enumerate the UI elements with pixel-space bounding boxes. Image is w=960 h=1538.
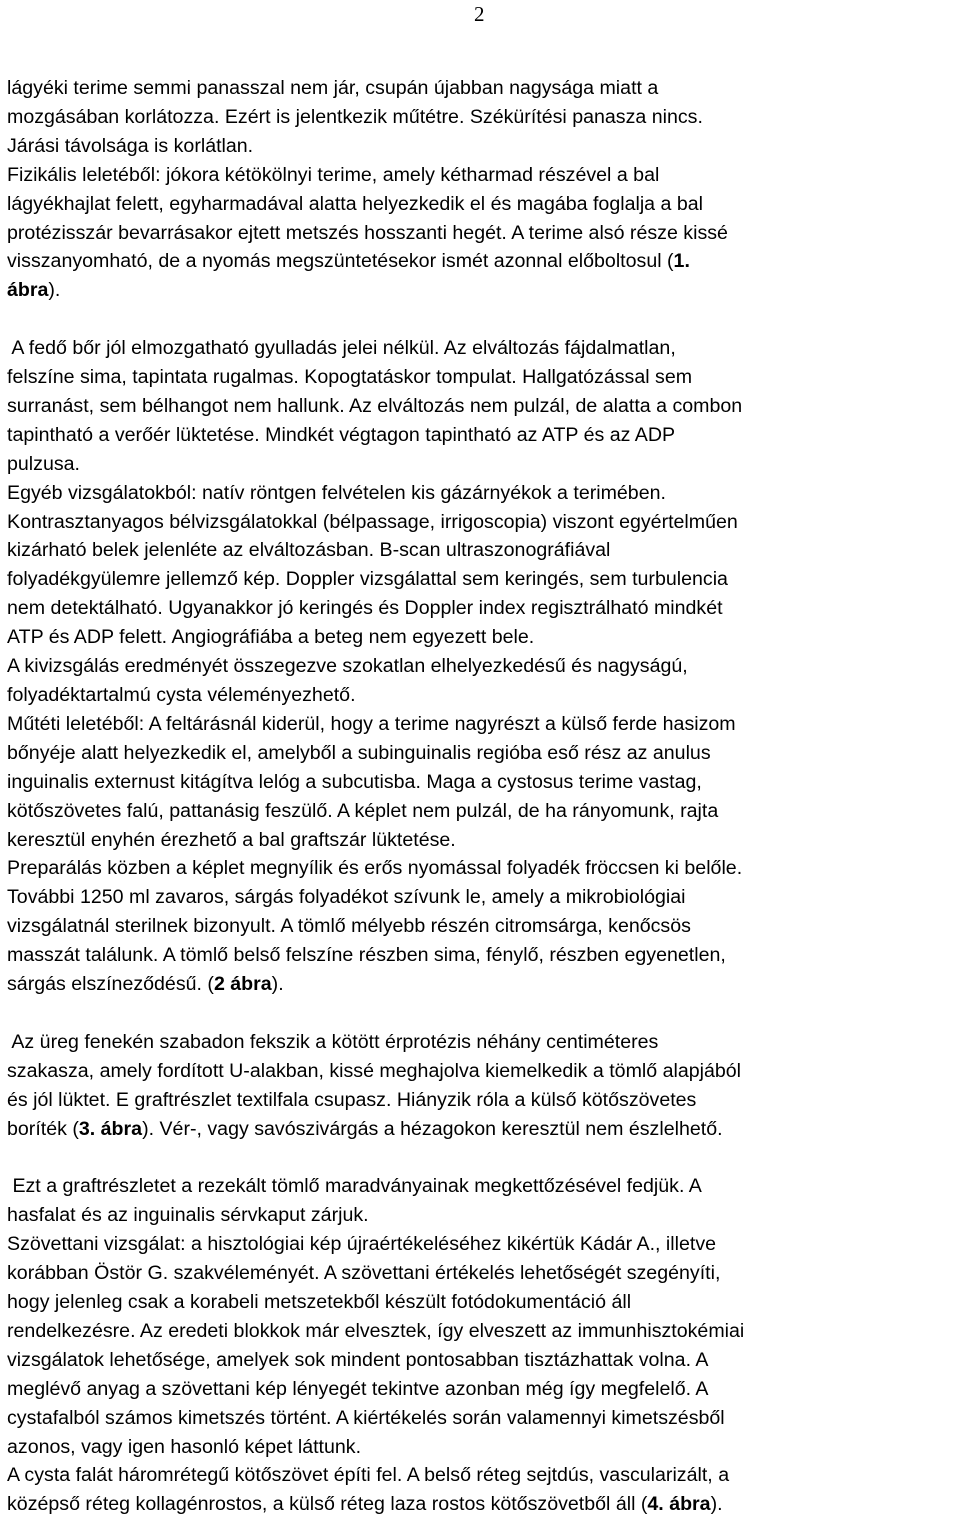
text-line xyxy=(7,276,957,305)
text-line xyxy=(7,421,957,450)
text-segment: hogy jelenleg csak a korabeli metszetekből készült fotódokumentáció áll xyxy=(7,1291,632,1314)
text-line xyxy=(7,1115,957,1144)
text-segment: bőnyéje alatt helyezkedik el, amelyből a subinguinalis regióba eső rész az anulus xyxy=(7,741,711,764)
text-line xyxy=(7,479,957,508)
text-segment: és jól lüktet. E graftrészlet textilfala csupasz. Hiányzik róla a külső kötőszövetes xyxy=(7,1088,697,1111)
text-line xyxy=(7,768,957,797)
text-line xyxy=(7,1433,957,1462)
text-segment: tapintható a verőér lüktetése. Mindkét végtagon tapintható az ATP és az ADP xyxy=(7,423,676,446)
text-segment: szakasza, amely fordított U-alakban, kissé meghajolva kiemelkedik a tömlő alapjából xyxy=(7,1059,742,1082)
text-segment: protézisszár bevarrásakor ejtett metszés hosszanti hegét. A terime alsó része kissé xyxy=(7,221,728,244)
text-line xyxy=(7,132,957,161)
text-segment: ). xyxy=(271,973,284,996)
text-line xyxy=(7,392,957,421)
text-segment: felszíne sima, tapintata rugalmas. Kopogtatáskor tompulat. Hallgatózással sem xyxy=(7,366,693,389)
text-line xyxy=(7,1057,957,1086)
text-segment: Járási távolsága is korlátlan. xyxy=(7,134,254,157)
text-line xyxy=(7,883,957,912)
text-line xyxy=(7,1201,957,1230)
text-line xyxy=(7,797,957,826)
text-segment: visszanyomható, de a nyomás megszüntetésekor ismét azonnal előboltosul ( xyxy=(7,250,674,273)
text-segment: keresztül enyhén érezhető a bal graftszár lüktetése. xyxy=(7,828,456,851)
text-line xyxy=(7,334,957,363)
text-line xyxy=(7,594,957,623)
text-segment: korábban Östör G. szakvéleményét. A szövettani értékelés lehetőségét szegényíti, xyxy=(7,1262,721,1285)
text-line xyxy=(7,1259,957,1288)
text-segment: folyadékgyülemre jellemző kép. Doppler vizsgálattal sem keringés, sem turbulencia xyxy=(7,568,728,591)
text-segment: azonos, vagy igen hasonló képet láttunk. xyxy=(7,1435,362,1458)
text-line xyxy=(7,941,957,970)
text-line xyxy=(7,363,957,392)
text-line xyxy=(7,1346,957,1375)
text-line xyxy=(7,103,957,132)
text-segment: mozgásában korlátozza. Ezért is jelentkezik műtétre. Székürítési panasza nincs. xyxy=(7,105,703,128)
text-segment: Az üreg fenekén szabadon fekszik a kötött érprotézis néhány centiméteres xyxy=(7,1030,659,1053)
text-line xyxy=(7,565,957,594)
text-segment: ). Vér-, vagy savószivárgás a hézagokon keresztül nem észlelhető. xyxy=(142,1117,723,1140)
text-line xyxy=(7,247,957,276)
text-segment: folyadéktartalmú cysta véleményezhető. xyxy=(7,684,356,707)
text-segment: masszát találunk. A tömlő belső felszíne részben sima, fénylő, részben egyenetlen, xyxy=(7,944,726,967)
text-segment: Kontrasztanyagos bélvizsgálatokkal (bélpassage, irrigoscopia) viszont egyértelműen xyxy=(7,510,738,533)
text-line xyxy=(7,739,957,768)
text-line xyxy=(7,826,957,855)
text-segment: lágyéki terime semmi panasszal nem jár, csupán újabban nagysága miatt a xyxy=(7,77,659,99)
figure-reference: 1. xyxy=(673,250,690,273)
text-line xyxy=(7,1317,957,1346)
text-segment: További 1250 ml zavaros, sárgás folyadékot szívunk le, amely a mikrobiológiai xyxy=(7,886,686,909)
text-line xyxy=(7,652,957,681)
text-segment: A fedő bőr jól elmozgatható gyulladás jelei nélkül. Az elváltozás fájdalmatlan, xyxy=(7,337,676,360)
text-line xyxy=(7,1404,957,1433)
figure-reference: 3. ábra xyxy=(78,1117,143,1140)
text-segment: surranást, sem bélhangot nem hallunk. Az elváltozás nem pulzál, de alatta a combon xyxy=(7,394,743,417)
text-segment: ATP és ADP felett. Angiográfiába a beteg nem egyezett bele. xyxy=(7,626,535,649)
text-line xyxy=(7,508,957,537)
text-line xyxy=(7,1461,957,1490)
text-line xyxy=(7,1172,957,1201)
text-line xyxy=(7,912,957,941)
figure-reference: 4. ábra xyxy=(647,1493,711,1516)
text-segment: Fizikális leletéből: jókora kétökölnyi terime, amely kétharmad részével a bal xyxy=(7,163,660,186)
text-segment: középső réteg kollagénrostos, a külső réteg laza rostos kötőszövetből áll ( xyxy=(7,1493,648,1516)
text-segment: ). xyxy=(48,279,61,302)
text-segment: A cysta falát háromrétegű kötőszövet építi fel. A belső réteg sejtdús, vascularizált, a xyxy=(7,1464,730,1487)
text-segment: Egyéb vizsgálatokból: natív röntgen felvételen kis gázárnyékok a terimében. xyxy=(7,481,666,504)
text-segment: sárgás elszíneződésű. ( xyxy=(7,973,214,996)
text-segment: vizsgálatnál sterilnek bizonyult. A tömlő mélyebb részén citromsárga, kenőcsös xyxy=(7,915,691,938)
text-line xyxy=(7,1375,957,1404)
text-line xyxy=(7,450,957,479)
text-line xyxy=(7,1086,957,1115)
text-segment: meglévő anyag a szövettani kép lényegét tekintve azonban még így megfelelő. A xyxy=(7,1377,709,1400)
text-line xyxy=(7,681,957,710)
text-segment: vizsgálatok lehetősége, amelyek sok mindent pontosabban tisztázhattak volna. A xyxy=(7,1348,709,1371)
text-line xyxy=(7,710,957,739)
figure-reference: ábra xyxy=(7,279,49,302)
document-body xyxy=(7,74,957,1519)
text-segment: kötőszövetes falú, pattanásig feszülő. A képlet nem pulzál, de ha rányomunk, rajta xyxy=(7,799,719,822)
text-segment: Műtéti leletéből: A feltárásnál kiderül, hogy a terime nagyrészt a külső ferde hasizom xyxy=(7,712,736,735)
text-segment: inguinalis externust kitágítva lelóg a subcutisba. Maga a cystosus terime vastag, xyxy=(7,770,702,793)
text-line xyxy=(7,1230,957,1259)
text-segment: A kivizsgálás eredményét összegezve szokatlan elhelyezkedésű és nagyságú, xyxy=(7,655,688,678)
text-segment: ). xyxy=(710,1493,723,1516)
text-segment: cystafalból számos kimetszés történt. A kiértékelés során valamennyi kimetszésből xyxy=(7,1406,725,1429)
page-number: 2 xyxy=(474,2,485,26)
text-segment: kizárható belek jelenléte az elváltozásban. B-scan ultraszonográfiával xyxy=(7,539,611,562)
text-line xyxy=(7,74,957,103)
text-segment: boríték ( xyxy=(7,1117,79,1140)
text-line xyxy=(7,1490,957,1519)
text-line xyxy=(7,219,957,248)
text-segment: Ezt a graftrészletet a rezekált tömlő maradványainak megkettőzésével fedjük. A xyxy=(7,1175,702,1198)
text-segment: lágyékhajlat felett, egyharmadával alatta helyezkedik el és magába foglalja a bal xyxy=(7,192,704,215)
text-line xyxy=(7,854,957,883)
text-line xyxy=(7,1028,957,1057)
text-segment: rendelkezésre. Az eredeti blokkok már elvesztek, így elveszett az immunhisztokémiai xyxy=(7,1319,745,1342)
text-line xyxy=(7,190,957,219)
text-segment: pulzusa. xyxy=(7,452,80,475)
text-line xyxy=(7,1288,957,1317)
text-line xyxy=(7,970,957,999)
text-segment: Szövettani vizsgálat: a hisztológiai kép újraértékeléséhez kikértük Kádár A., illetve xyxy=(7,1233,717,1256)
text-segment: nem detektálható. Ugyanakkor jó keringés és Doppler index regisztrálható mindkét xyxy=(7,597,723,620)
text-line xyxy=(7,161,957,190)
text-line xyxy=(7,623,957,652)
text-line xyxy=(7,536,957,565)
text-segment: Preparálás közben a képlet megnyílik és erős nyomással folyadék fröccsen ki belőle. xyxy=(7,857,743,880)
text-segment: hasfalat és az inguinalis sérvkaput zárjuk. xyxy=(7,1204,369,1227)
figure-reference: 2 ábra xyxy=(213,973,272,996)
